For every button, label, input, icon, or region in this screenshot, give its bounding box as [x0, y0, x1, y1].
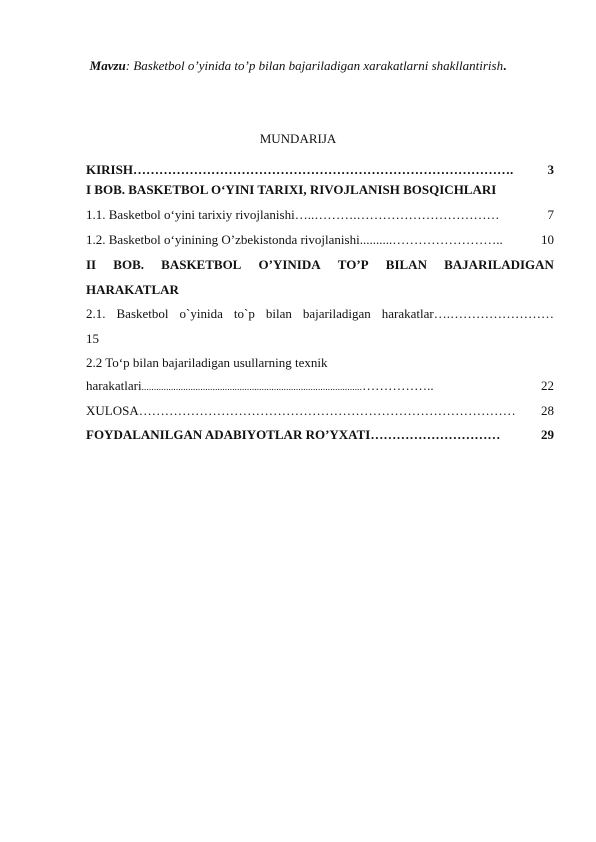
toc-word: bilan [265, 306, 292, 321]
toc-entry-1-2[interactable] [86, 232, 554, 248]
toc-leader-dots: .......................................................................................... [141, 382, 363, 392]
topic-heading [0, 58, 596, 74]
toc-chapter-1[interactable]: I BOB. BASKETBOL O‘YINI TARIXI, RIVOJLANISH BOSQICHLARI [86, 182, 497, 197]
toc-entry-1-1[interactable] [86, 207, 554, 223]
toc-word-with-dots [382, 306, 554, 322]
toc-word: BAJARILADIGAN [444, 257, 554, 272]
toc-word: bajariladigan [302, 306, 371, 321]
toc-chapter-2[interactable] [86, 257, 554, 273]
toc-page-number: 15 [86, 331, 99, 346]
toc-word: harakatlar…. [381, 306, 450, 321]
toc-entry-xulosa[interactable] [86, 403, 554, 419]
toc-page-number: 22 [541, 378, 554, 393]
toc-entry-kirish[interactable] [86, 162, 554, 178]
topic-end: . [503, 58, 507, 73]
toc-word: O’YINIDA [258, 257, 321, 272]
toc-word: BILAN [385, 257, 427, 272]
toc-word: TO’P [337, 257, 369, 272]
toc-word: BASKETBOL [161, 257, 242, 272]
toc-entry-2-2-cont[interactable] [86, 378, 554, 395]
toc-page-number: 7 [547, 207, 554, 222]
toc-leader-dots: ……………………………………………………………………………. [132, 162, 514, 177]
toc-entry-references[interactable] [86, 427, 554, 443]
topic-text: : Basketbol o’yinida to’p bilan bajariladigan xarakatlarni shakllantirish [125, 58, 504, 73]
toc-page-number: 29 [541, 427, 554, 442]
toc-leader-dots: …………………… [449, 306, 554, 321]
toc-entry-label: KIRISH [86, 162, 133, 177]
toc-leader-dots: …………………………………………………………………………… [138, 403, 516, 418]
toc-page-number: 28 [541, 403, 554, 418]
toc-entry-label: harakatlari [86, 378, 142, 393]
toc-word: 2.1. [86, 306, 106, 321]
toc-page-number: 3 [547, 162, 554, 177]
toc-leader-dots: ………………………… [370, 427, 501, 442]
toc-entry-label: XULOSA [86, 403, 139, 418]
toc-leader-dots: …………….. [362, 378, 434, 393]
topic-label: Mavzu [89, 58, 126, 73]
toc-word: Basketbol [116, 306, 169, 321]
toc-leader-dots: ..........…………………….. [359, 232, 503, 247]
toc-leader-dots: …..……….…………………………… [294, 207, 500, 222]
toc-word: II [86, 257, 97, 272]
toc-word: o`yinida [179, 306, 223, 321]
toc-entry-2-1[interactable] [86, 306, 554, 322]
toc-entry-label: FOYDALANILGAN ADABIYOTLAR RO’YXATI [86, 427, 371, 442]
toc-entry-2-2[interactable]: 2.2 To‘p bilan bajariladigan usullarning texnik [86, 355, 328, 370]
toc-title: MUNDARIJA [259, 131, 337, 146]
toc-entry-label: 1.2. Basketbol o‘yinining O’zbekistonda rivojlanishi [86, 232, 360, 247]
toc-entry-label: 1.1. Basketbol o‘yini tarixiy rivojlanishi [86, 207, 295, 222]
toc-chapter-2-cont: HARAKATLAR [86, 282, 179, 297]
toc-word: to`p [233, 306, 255, 321]
toc-page-number: 10 [541, 232, 554, 247]
toc-word: BOB. [113, 257, 144, 272]
